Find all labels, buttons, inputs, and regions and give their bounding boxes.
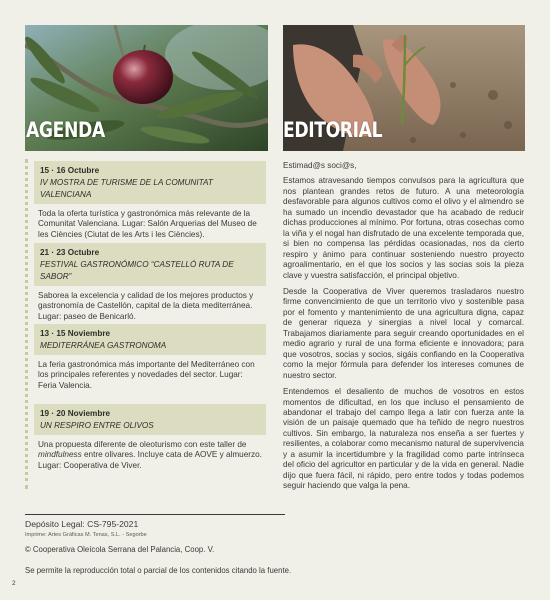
agenda-event	[34, 243, 266, 322]
event-description-part: entre olivares. Incluye cata de AOVE y almuerzo. Lugar: Cooperativa de Viver.	[38, 450, 262, 470]
copyright-notice: © Cooperativa Oleícola Serrana del Palancia, Coop. V.	[25, 545, 215, 554]
agenda-dotted-divider	[25, 159, 28, 489]
agenda-title: AGENDA	[26, 118, 105, 142]
legal-info	[25, 514, 285, 538]
editorial-paragraph: Estamos atravesando tiempos convulsos para la agricultura que nos plantean grandes retos de futuro. A una meteorología desfavorable para algunos cultivos como el olivo y el almendro se ha sumado un incendio devastador que ha acabado de reducir dichas producciones al mínimo. Por fortuna, otras cosechas como la viña y el nogal han disfrutado de una excelente temporada que, si bien no compensa las pérdidas ocasionadas, nos da cierto respiro y ánimo para continuar sosteniendo nuestro proyecto agroalimentario, en el que los socios y las socias sois la pieza clave y vuestra satisfacción, el principal objetivo.	[283, 176, 524, 280]
event-header	[34, 161, 266, 204]
event-name: FESTIVAL GASTRONÓMICO “CASTELLÓ RUTA DE SABOR”	[40, 260, 234, 281]
event-date: 13 · 15 Noviembre	[40, 329, 111, 338]
event-name: MEDITERRÁNEA GASTRONOMA	[40, 341, 167, 350]
event-header	[34, 404, 266, 435]
event-date: 19 · 20 Noviembre	[40, 409, 111, 418]
event-date: 21 · 23 Octubre	[40, 248, 100, 257]
event-description-part: Una propuesta diferente de oleoturismo con este taller de	[38, 440, 247, 449]
event-description: Toda la oferta turística y gastronómica más relevante de la Comunitat Valenciana. Lugar: Salón Arquerias del Museo de les Ciències (Ciutat de les Arts i les Ciències).	[38, 209, 257, 239]
event-description	[34, 440, 266, 471]
event-name: IV MOSTRA DE TURISME DE LA COMUNITAT VALENCIANA	[40, 178, 213, 199]
reproduction-notice: Se permite la reproducción total o parcial de los contenidos citando la fuente.	[25, 566, 292, 575]
editorial-title: EDITORIAL	[283, 118, 383, 142]
deposito-legal: Depósito Legal: CS-795-2021	[25, 519, 139, 529]
event-name: UN RESPIRO ENTRE OLIVOS	[40, 421, 154, 430]
event-description-italic: mindfulness	[38, 450, 82, 460]
page-number: 2	[12, 580, 16, 587]
event-header	[34, 243, 266, 286]
agenda-event	[34, 404, 266, 471]
event-description: La feria gastronómica más importante del Mediterráneo con los principales referentes y novedades del sector. Lugar: Feria Valencia.	[38, 360, 255, 390]
editorial-paragraph: Entendemos el desaliento de muchos de vosotros en estos momentos de dificultad, en los que incluso el pensamiento de abandonar el trabajo del campo llega a latir con fuerza ante la visión de un paisaje quemado que ha teñido de negro nuestros cultivos. Sin embargo, la naturaleza nos enseña a ser fuertes y resilientes, a colaborar como mecanismo natural de supervivencia y a asumir la incertidumbre y la fragilidad como parte intrínseca del oficio del agricultor en particular y de la vida en general. Nadie dijo que fuera fácil, ni rápido, pero entre todos y todas podemos seguir haciendo que valga la pena.	[283, 387, 524, 491]
agenda-event	[34, 324, 266, 391]
editorial-paragraph: Desde la Cooperativa de Viver queremos trasladaros nuestro firme convencimiento de que un territorio vivo y sostenible pasa por el fomento y mantenimiento de una agricultura digna, capaz de generar riqueza y sinergias a nivel local y comarcal. Trabajamos diariamente para seguir creando oportunidades en el medio agrario y rural de una forma eficiente e innovadora; para que vosotros, socias y socios, sigáis confiando en la Cooperativa como la mejor fórmula para defender los intereses comunes de nuestro sector.	[283, 286, 524, 380]
event-description: Saborea la excelencia y calidad de los mejores productos y gastronomía de Castellón, capital de la dieta mediterránea. Lugar: paseo de Benicarló.	[38, 291, 254, 321]
editorial-body	[283, 161, 524, 498]
agenda-event	[34, 161, 266, 240]
editorial-greeting: Estimad@s soci@s,	[283, 161, 357, 170]
printer-credit: Imprime: Artes Gráficas M. Tenas, S.L. - Segorbe	[25, 532, 147, 538]
event-date: 15 · 16 Octubre	[40, 166, 100, 175]
event-header	[34, 324, 266, 355]
